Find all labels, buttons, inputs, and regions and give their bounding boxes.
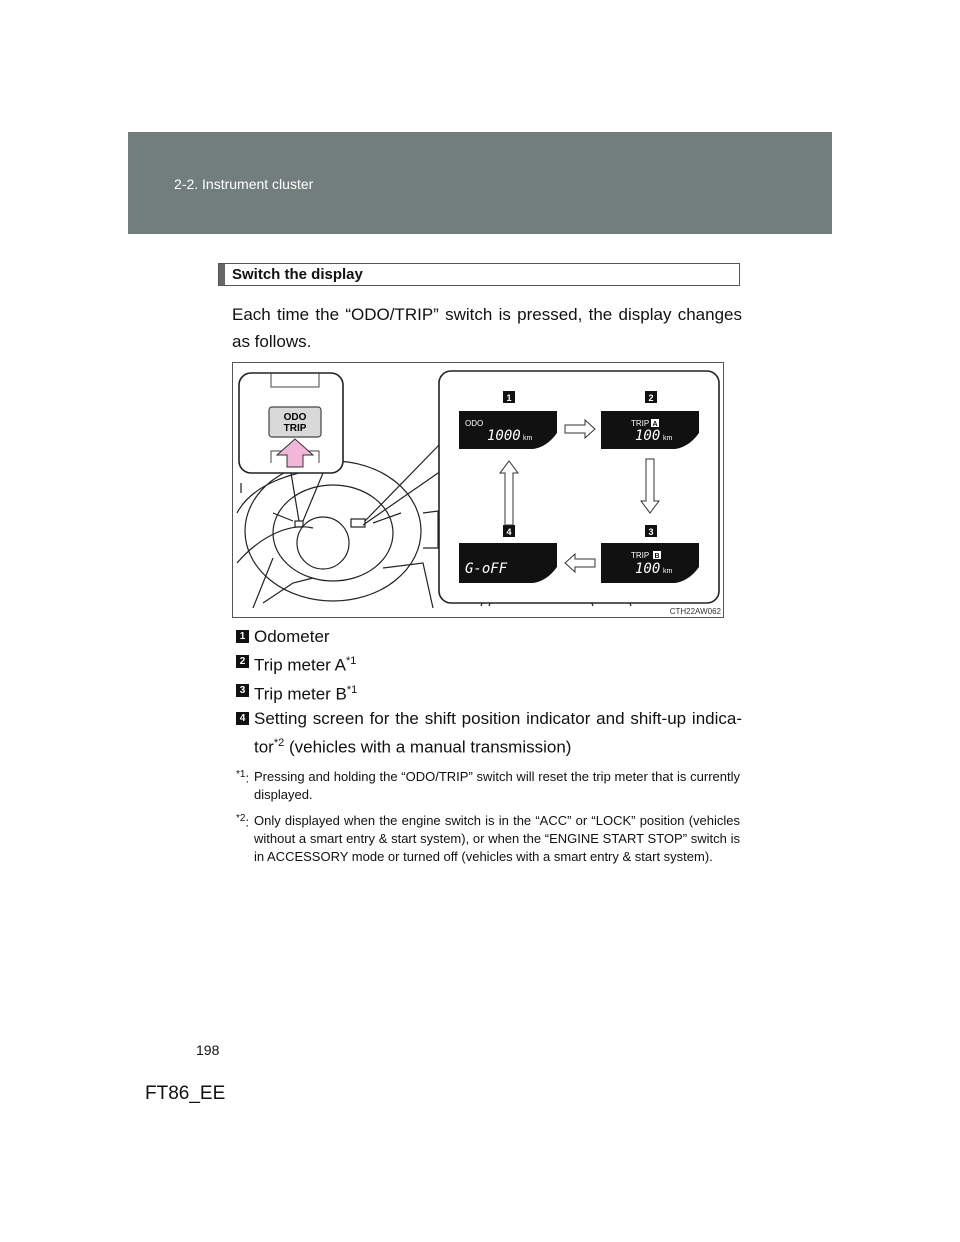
svg-text:km: km (663, 568, 673, 575)
intro-paragraph: Each time the “ODO/TRIP” switch is pressed, the display changes as follows. (232, 305, 742, 351)
item-list (236, 624, 742, 760)
display-illustration (232, 362, 724, 618)
illustration-svg (233, 363, 725, 619)
svg-text:km: km (523, 435, 533, 442)
svg-text:4: 4 (506, 527, 512, 537)
figure-code: CTH22AW062 (669, 607, 721, 616)
list-item: 4 Setting screen for the shift position indicator and shift-up indica-tor$^{*2}$ (vehicles with a manual transmission) (236, 706, 742, 760)
section-heading (218, 263, 740, 286)
item-number-badge: 2 (236, 655, 249, 668)
svg-text:TRIP: TRIP (631, 551, 650, 560)
item-number-badge: 4 (236, 712, 249, 725)
list-item: 1 Odometer (236, 624, 742, 649)
svg-text:B: B (654, 553, 660, 560)
footnote: $^{*1}$: Pressing and holding the “ODO/TRIP” switch will reset the trip meter that is currently displayed. (236, 769, 740, 802)
list-item: 2 Trip meter $A^{*1}$ (236, 649, 742, 678)
svg-text:2: 2 (648, 393, 654, 403)
page-number: 198 (196, 1042, 220, 1058)
heading-title: Switch the display (232, 266, 363, 283)
svg-text:1000: 1000 (487, 428, 521, 444)
svg-text:TRIP: TRIP (631, 419, 650, 428)
section-label: 2-2. Instrument cluster (174, 176, 314, 192)
footnote: $^{*2}$: Only displayed when the engine switch is in the “ACC” or “LOCK” position (vehicles without a smart entry & start system), or when the “ENGINE START STOP” switch is in ACCESSORY mode or turned off (vehicles with a smart entry & start system). (236, 813, 740, 864)
switch-text-line2: TRIP (283, 423, 307, 434)
svg-text:km: km (663, 435, 673, 442)
list-item: 3 Trip meter $B^{*1}$ (236, 678, 742, 707)
svg-text:100: 100 (635, 561, 661, 577)
document-code: FT86_EE (145, 1083, 226, 1104)
svg-text:100: 100 (635, 428, 661, 444)
svg-text:1: 1 (506, 393, 512, 403)
svg-text:ODO: ODO (465, 419, 484, 428)
footnotes (236, 768, 740, 874)
item-number-badge: 3 (236, 684, 249, 697)
header-band (128, 132, 832, 234)
heading-bar (219, 264, 225, 285)
item-number-badge: 1 (236, 630, 249, 643)
switch-text-line1: ODO (283, 412, 307, 423)
svg-text:A: A (652, 421, 658, 428)
svg-text:G-oFF: G-oFF (465, 561, 508, 577)
svg-text:3: 3 (648, 527, 654, 537)
